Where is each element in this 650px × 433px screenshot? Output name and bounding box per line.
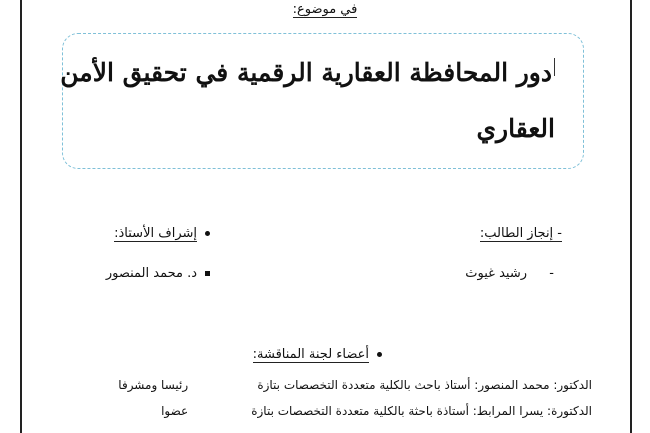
thesis-title-text-1: دور المحافظة العقارية الرقمية في تحقيق الأمن [60,58,552,87]
student-name-text: رشيد غيوث [465,266,528,281]
student-name [465,266,554,281]
subject-label [0,2,650,17]
committee-member-row [72,404,592,418]
supervisor-name [106,266,210,281]
committee-member-role: عضوا [161,404,189,418]
bullet-icon [377,352,382,357]
supervisor-name-text: د. محمد المنصور [105,266,197,281]
thesis-title-line-1 [60,58,555,87]
subject-label-text: في موضوع: [292,2,358,17]
committee-member-row [72,378,592,392]
square-bullet-icon [205,271,210,276]
bullet-icon [205,231,210,236]
title-box [62,33,584,169]
student-label [480,226,562,241]
committee-heading-text: أعضاء لجنة المناقشة: [252,347,369,362]
committee-heading [253,347,382,362]
supervisor-label-text: إشراف الأستاذ: [114,226,197,241]
supervisor-label [114,226,210,241]
committee-member-name: الدكتور: محمد المنصور: أستاذ باحث بالكلية متعددة التخصصات بتازة [257,378,592,392]
student-name-dash: - [549,266,554,281]
student-label-text: - إنجاز الطالب: [479,226,562,241]
thesis-title-line-2: العقاري [476,114,555,143]
title-cursor [554,58,555,76]
committee-member-name: الدكتورة: يسرا المرابط: أستاذة باحثة بالكلية متعددة التخصصات بتازة [251,404,592,418]
committee-member-role: رئيسا ومشرفا [118,378,189,392]
